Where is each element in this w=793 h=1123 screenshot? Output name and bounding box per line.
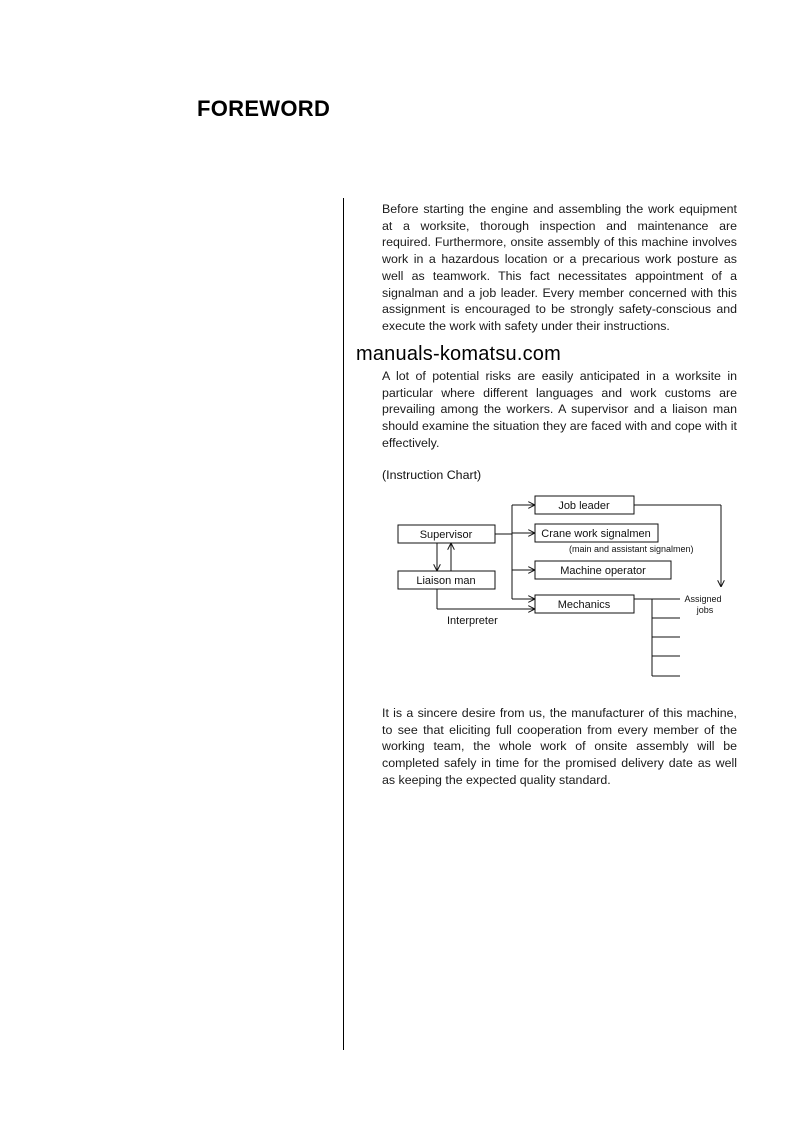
assigned-label-1: Assigned [684,594,722,604]
assigned-label-2: jobs [696,605,714,615]
closing-paragraph: It is a sincere desire from us, the manufacturer of this machine, to see that eliciting full cooperation from every member of the working team, the whole work of onsite assembly will be completed safely in time for the promised delivery date as well as keeping the expected quality standard. [382,706,737,787]
crane-signalmen-label: Crane work signalmen [541,528,651,540]
supervisor-label: Supervisor [419,529,473,541]
liaison-man-label: Liaison man [416,575,476,587]
interpreter-label: Interpreter [447,615,498,627]
watermark-text: manuals-komatsu.com [356,343,561,365]
chart-caption: (Instruction Chart) [382,468,482,482]
risk-paragraph: A lot of potential risks are easily anticipated in a worksite in particular where different languages and work customs are prevailing among the workers. A supervisor and a liaison man should examine the situation they are faced with and cope with it effectively. [382,369,737,450]
machine-operator-label: Machine operator [560,565,646,577]
crane-note-label: (main and assistant signalmen) [569,544,694,554]
mechanics-label: Mechanics [557,599,611,611]
intro-paragraph: Before starting the engine and assembling the work equipment at a worksite, thorough inspection and maintenance are required. Furthermore, onsite assembly of this machine involves work in a hazardous location or a precarious work posture as well as teamwork. This fact necessitates appointment of a signalman and a job leader. Every member concerned with this assignment is encouraged to be strongly safety-conscious and execute the work with safety under their instructions. [382,202,737,333]
job-leader-label: Job leader [558,500,610,512]
page-title: FOREWORD [197,96,331,121]
